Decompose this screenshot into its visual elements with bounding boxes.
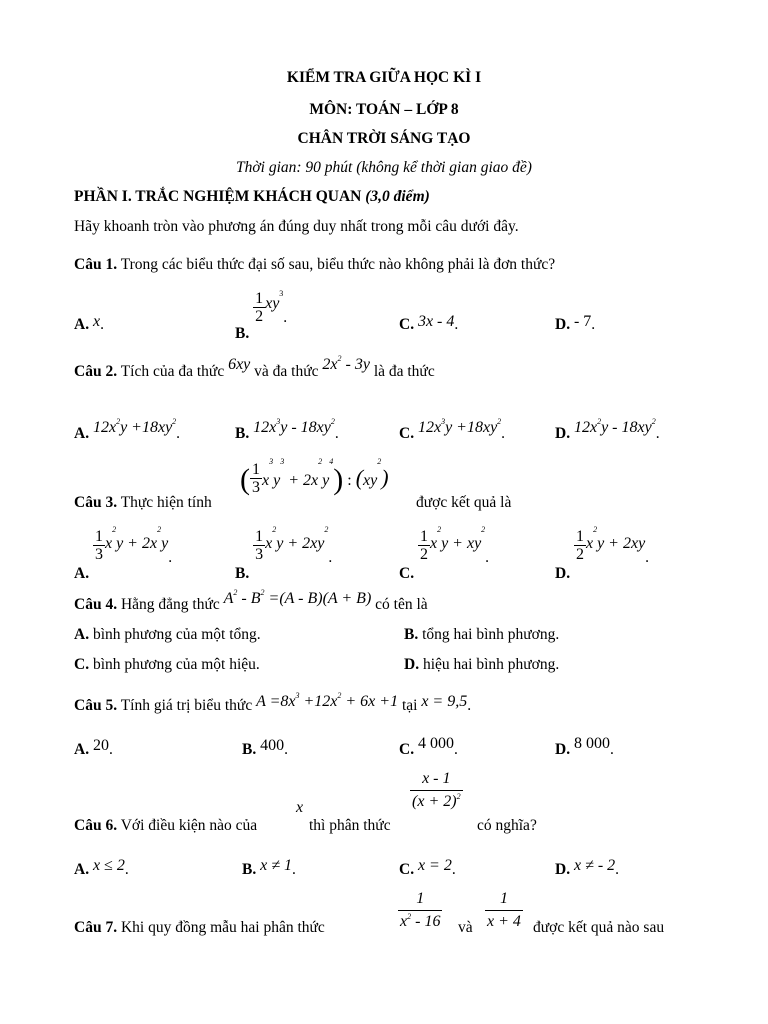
question-4 (74, 588, 428, 614)
q2-option-d-label: D. (555, 425, 571, 442)
q4-option-b-text: tổng hai bình phương. (422, 626, 560, 643)
part1-title: PHẦN I. TRẮC NGHIỆM KHÁCH QUAN (74, 188, 362, 205)
question-5-text-1: Tính giá trị biểu thức (120, 697, 253, 714)
question-2-poly-1: 6xy (228, 356, 251, 373)
question-6-text-1: Với điều kiện nào của (120, 817, 258, 834)
q3-option-b[interactable]: B. $\frac{1}{3}$ $x^2y + 2xy^2$. (235, 525, 333, 582)
q4-option-c-text: bình phương của một hiệu. (92, 656, 260, 673)
question-2-number: Câu 2. (74, 363, 118, 380)
question-6-number: Câu 6. (74, 817, 118, 834)
question-3-label (74, 494, 212, 511)
question-6-variable: x (296, 799, 304, 816)
q2-option-a-label: A. (74, 425, 90, 442)
part1-points: (3,0 điểm) (365, 188, 430, 205)
q5-option-b-label: B. (242, 741, 257, 758)
q5-option-c-label: C. (399, 741, 415, 758)
q2-option-d[interactable]: D. $12x^2y - 18xy^2$. (555, 417, 660, 442)
exam-series: CHÂN TRỜI SÁNG TẠO (297, 130, 471, 147)
q6-option-a-label: A. (74, 861, 90, 878)
q4-option-c-label: C. (74, 656, 90, 673)
q3-option-c[interactable]: C. $\frac{1}{2}$ $x^2y + xy^2$. (399, 525, 490, 582)
q5-option-d-label: D. (555, 741, 571, 758)
question-2-text-2: và đa thức (254, 363, 319, 380)
q6-option-a[interactable]: A. x ≤ 2. (74, 857, 129, 878)
exam-title: KIỂM TRA GIỮA HỌC KÌ I (286, 69, 482, 86)
exam-subject: MÔN: TOÁN – LỚP 8 (309, 101, 459, 118)
question-4-text-1: Hằng đẳng thức (120, 596, 220, 613)
q5-option-b[interactable]: B. 400. (242, 737, 288, 758)
question-5-expression: $A =8x^3 +12x^2 + 6x +1$ (256, 691, 399, 710)
q6-option-b-label: B. (242, 861, 257, 878)
q6-option-b[interactable]: B. x ≠ 1. (242, 857, 296, 878)
q3-option-a[interactable]: A. $\frac{1}{3}$ $x^2y + 2x^2y$. (74, 525, 173, 582)
q4-option-b[interactable] (404, 626, 559, 643)
question-4-text-2: có tên là (375, 596, 428, 613)
q1-option-d[interactable]: D. - 7. (555, 313, 596, 333)
q6-option-c-value: x = 2 (417, 857, 452, 874)
question-4-identity: $A^2 - B^2 =(A - B)(A + B)$ (223, 588, 372, 607)
q1-option-a-value: x (92, 313, 101, 330)
q6-option-d-label: D. (555, 861, 571, 878)
question-2-poly-2: $2x^2 - 3y$ (322, 354, 370, 373)
q4-option-b-label: B. (404, 626, 419, 643)
question-5: Câu 5. Tính giá trị biểu thức $A =8x^3 +12x^2 + 6x +1$ tại x = 9,5. (74, 691, 472, 714)
question-3-expression: ( $\frac{1}{3}$ $x^3y^3 + 2x^2y^4$) : $(xy^2)$ (240, 457, 389, 497)
question-2-text-3: là đa thức (373, 363, 435, 380)
q3-option-d[interactable]: D. $\frac{1}{2}$ $x^2y + 2xy$. (555, 525, 650, 582)
question-3-text-2: được kết quả là (416, 494, 512, 511)
question-2 (74, 354, 435, 381)
q2-option-c-value: $12x^3y +18xy^2$ (417, 417, 502, 436)
question-6-fraction: $\frac{x - 1}{(x + 2)^2}$ (412, 770, 461, 810)
q6-option-b-value: x ≠ 1 (260, 857, 292, 874)
question-3-number: Câu 3. (74, 494, 118, 511)
q5-option-b-value: 400 (260, 737, 285, 754)
q1-option-c[interactable]: C. 3x - 4. (399, 313, 459, 333)
q2-option-a[interactable]: A. $12x^2y +18xy^2$. (74, 417, 181, 442)
question-5-x-value: x = 9,5 (421, 693, 468, 710)
q4-option-c[interactable] (74, 656, 260, 673)
question-7-fraction-2: $\frac{1}{x + 4}$ (487, 890, 521, 930)
q3-option-b-label: B. (235, 564, 250, 582)
question-3-text-1: Thực hiện tính (120, 494, 212, 511)
q5-option-c[interactable]: C. 4 000. (399, 735, 458, 758)
q6-option-d-value: x ≠ - 2 (573, 857, 616, 874)
q1-option-c-label: C. (399, 316, 415, 333)
q1-option-a[interactable]: A. x. (74, 313, 104, 333)
q2-option-b-label: B. (235, 425, 250, 442)
q1-option-a-label: A. (74, 316, 90, 333)
q2-option-c-label: C. (399, 425, 415, 442)
q1-option-b-fraction: $\frac{1}{2}$ (255, 290, 264, 325)
q4-option-a-text: bình phương của một tổng. (92, 626, 261, 643)
question-7-text-2: và (458, 919, 473, 936)
q2-option-a-value: $12x^2y +18xy^2$ (92, 417, 177, 436)
q6-option-c-label: C. (399, 861, 415, 878)
question-2-text-1: Tích của đa thức (120, 363, 225, 380)
q5-option-c-value: 4 000 (417, 735, 454, 752)
q4-option-d[interactable] (404, 656, 559, 673)
question-1-text: Trong các biểu thức đại số sau, biểu thức nào không phải là đơn thức? (120, 256, 556, 273)
question-7-number: Câu 7. (74, 919, 118, 936)
question-4-number: Câu 4. (74, 596, 118, 613)
q2-option-d-value: $12x^2y - 18xy^2$ (573, 417, 656, 436)
question-1-number: Câu 1. (74, 256, 118, 273)
q2-option-c[interactable]: C. $12x^3y +18xy^2$. (399, 417, 506, 442)
question-6-text-3: có nghĩa? (477, 817, 537, 834)
q3-option-a-label: A. (74, 564, 90, 582)
part1-heading (74, 188, 430, 205)
q6-option-c[interactable]: C. x = 2. (399, 857, 456, 878)
q1-option-b-label: B. (235, 324, 250, 342)
q1-option-d-label: D. (555, 316, 571, 333)
question-7-fraction-1: $\frac{1}{x^2 - 16}$ (400, 890, 441, 930)
q1-option-d-value: - 7 (573, 313, 592, 330)
q4-option-d-label: D. (404, 656, 420, 673)
q6-option-a-value: x ≤ 2 (92, 857, 125, 874)
question-6-label (74, 817, 257, 834)
exam-time: Thời gian: 90 phút (không kể thời gian giao đề) (236, 159, 532, 176)
q6-option-d[interactable]: D. x ≠ - 2. (555, 857, 620, 878)
q3-option-c-label: C. (399, 564, 415, 582)
q1-option-c-value: 3x - 4 (417, 313, 455, 330)
q1-option-b[interactable]: B. $\frac{1}{2}$ $xy^3$. (235, 289, 288, 342)
question-5-text-2: tại (401, 697, 418, 714)
part1-instruction: Hãy khoanh tròn vào phương án đúng duy nhất trong mỗi câu dưới đây. (74, 218, 519, 235)
q5-option-d-value: 8 000 (573, 735, 610, 752)
question-7-text-1: Khi quy đồng mẫu hai phân thức (120, 919, 325, 936)
question-7-text-3: được kết quả nào sau (533, 919, 665, 936)
q4-option-a[interactable] (74, 626, 261, 643)
q5-option-d[interactable]: D. 8 000. (555, 735, 614, 758)
question-1 (74, 256, 555, 273)
q5-option-a-value: 20 (92, 737, 109, 754)
question-6-text-2: thì phân thức (309, 817, 391, 834)
q5-option-a-label: A. (74, 741, 90, 758)
q2-option-b[interactable]: B. $12x^3y - 18xy^2$. (235, 417, 339, 442)
q5-option-a[interactable]: A. 20. (74, 737, 113, 758)
q4-option-a-label: A. (74, 626, 90, 643)
q2-option-b-value: $12x^3y - 18xy^2$ (253, 417, 335, 436)
q3-option-d-label: D. (555, 564, 571, 582)
question-7-label (74, 919, 325, 936)
q4-option-d-text: hiệu hai bình phương. (422, 656, 560, 673)
question-5-number: Câu 5. (74, 697, 118, 714)
